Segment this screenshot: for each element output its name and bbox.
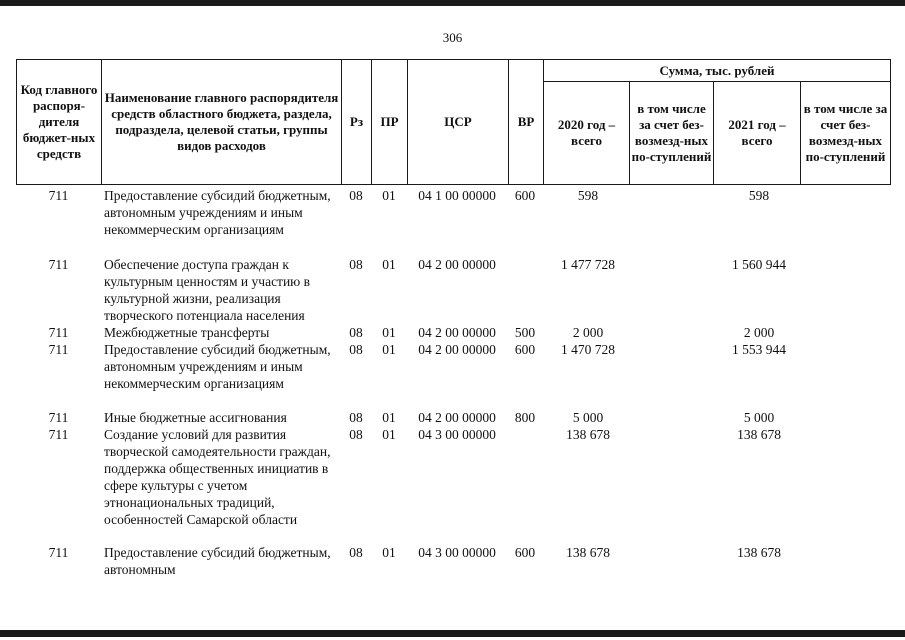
row-rz: 08 bbox=[349, 342, 363, 357]
row-sum-2021: 5 000 bbox=[743, 410, 775, 425]
row-rz: 08 bbox=[349, 427, 363, 442]
header-pr: ПР bbox=[372, 60, 408, 185]
row-pr: 01 bbox=[382, 342, 396, 357]
header-2021-gratuitous: в том числе за счет без-возмезд-ных по-ступлений bbox=[801, 82, 891, 185]
header-code: Код главного распоря-дителя бюджет-ных средств bbox=[17, 60, 102, 185]
row-name: Иные бюджетные ассигнования bbox=[104, 410, 287, 425]
table-row bbox=[16, 426, 890, 544]
header-2020-gratuitous: в том числе за счет без-возмезд-ных по-ступлений bbox=[630, 82, 714, 185]
row-name: Создание условий для развития творческой самодеятельности граждан, поддержка общественных инициатив в сфере культуры с учетом этнонациональных традиций, особенностей Самарской области bbox=[104, 427, 331, 527]
row-rz: 08 bbox=[349, 410, 363, 425]
header-vr: ВР bbox=[509, 60, 544, 185]
row-sum-2021: 1 553 944 bbox=[732, 342, 786, 357]
row-name: Предоставление субсидий бюджетным, автономным учреждениям и иным некоммерческим организациям bbox=[104, 342, 331, 391]
row-sum-2021: 138 678 bbox=[737, 427, 781, 442]
row-sum-2020: 138 678 bbox=[566, 427, 610, 442]
row-rz: 08 bbox=[349, 545, 363, 560]
row-sum-2020: 1 477 728 bbox=[561, 257, 615, 272]
page-number: 306 bbox=[442, 30, 463, 45]
row-vr: 500 bbox=[514, 325, 536, 340]
table-body bbox=[16, 187, 890, 578]
row-name: Обеспечение доступа граждан к культурным ценностям и участию в культурной жизни, реализация творческого потенциала населения bbox=[104, 257, 311, 323]
row-sum-2021: 1 560 944 bbox=[732, 257, 786, 272]
row-csr: 04 1 00 00000 bbox=[418, 188, 496, 203]
header-sum-group: Сумма, тыс. рублей bbox=[544, 60, 891, 82]
row-vr: 800 bbox=[514, 410, 536, 425]
bottom-rule bbox=[0, 630, 905, 637]
row-pr: 01 bbox=[382, 188, 396, 203]
table-header bbox=[16, 59, 891, 185]
table-row bbox=[16, 324, 890, 341]
table-row bbox=[16, 341, 890, 409]
row-name: Предоставление субсидий бюджетным, автономным учреждениям и иным некоммерческим организациям bbox=[104, 188, 331, 237]
row-pr: 01 bbox=[382, 545, 396, 560]
table-row bbox=[16, 187, 890, 256]
row-pr: 01 bbox=[382, 257, 396, 272]
row-code: 711 bbox=[48, 427, 69, 442]
row-sum-2020: 5 000 bbox=[572, 410, 604, 425]
row-pr: 01 bbox=[382, 427, 396, 442]
row-name: Межбюджетные трансферты bbox=[104, 325, 270, 340]
row-code: 711 bbox=[48, 325, 69, 340]
row-sum-2020: 138 678 bbox=[566, 545, 610, 560]
row-code: 711 bbox=[48, 410, 69, 425]
row-rz: 08 bbox=[349, 257, 363, 272]
row-sum-2021: 138 678 bbox=[737, 545, 781, 560]
header-2021-total: 2021 год – всего bbox=[714, 82, 801, 185]
row-rz: 08 bbox=[349, 325, 363, 340]
row-csr: 04 2 00 00000 bbox=[418, 342, 496, 357]
row-sum-2021: 2 000 bbox=[743, 325, 775, 340]
header-2020-total: 2020 год – всего bbox=[544, 82, 630, 185]
row-sum-2021: 598 bbox=[748, 188, 770, 203]
header-rz: Рз bbox=[342, 60, 372, 185]
row-code: 711 bbox=[48, 188, 69, 203]
row-code: 711 bbox=[48, 342, 69, 357]
row-name: Предоставление субсидий бюджетным, автономным bbox=[104, 545, 331, 577]
row-code: 711 bbox=[48, 257, 69, 272]
header-csr: ЦСР bbox=[408, 60, 509, 185]
header-name: Наименование главного распорядителя средств областного бюджета, раздела, подраздела, целевой статьи, группы видов расходов bbox=[102, 60, 342, 185]
row-csr: 04 3 00 00000 bbox=[418, 427, 496, 442]
row-rz: 08 bbox=[349, 188, 363, 203]
row-sum-2020: 1 470 728 bbox=[561, 342, 615, 357]
top-rule bbox=[0, 0, 905, 6]
table-row bbox=[16, 544, 890, 578]
row-sum-2020: 598 bbox=[577, 188, 599, 203]
table-row bbox=[16, 409, 890, 426]
row-sum-2020: 2 000 bbox=[572, 325, 604, 340]
row-csr: 04 2 00 00000 bbox=[418, 257, 496, 272]
row-code: 711 bbox=[48, 545, 69, 560]
row-pr: 01 bbox=[382, 410, 396, 425]
row-vr: 600 bbox=[514, 545, 536, 560]
row-pr: 01 bbox=[382, 325, 396, 340]
row-vr: 600 bbox=[514, 342, 536, 357]
row-vr: 600 bbox=[514, 188, 536, 203]
table-row bbox=[16, 256, 890, 324]
row-csr: 04 2 00 00000 bbox=[418, 325, 496, 340]
row-csr: 04 3 00 00000 bbox=[418, 545, 496, 560]
row-csr: 04 2 00 00000 bbox=[418, 410, 496, 425]
